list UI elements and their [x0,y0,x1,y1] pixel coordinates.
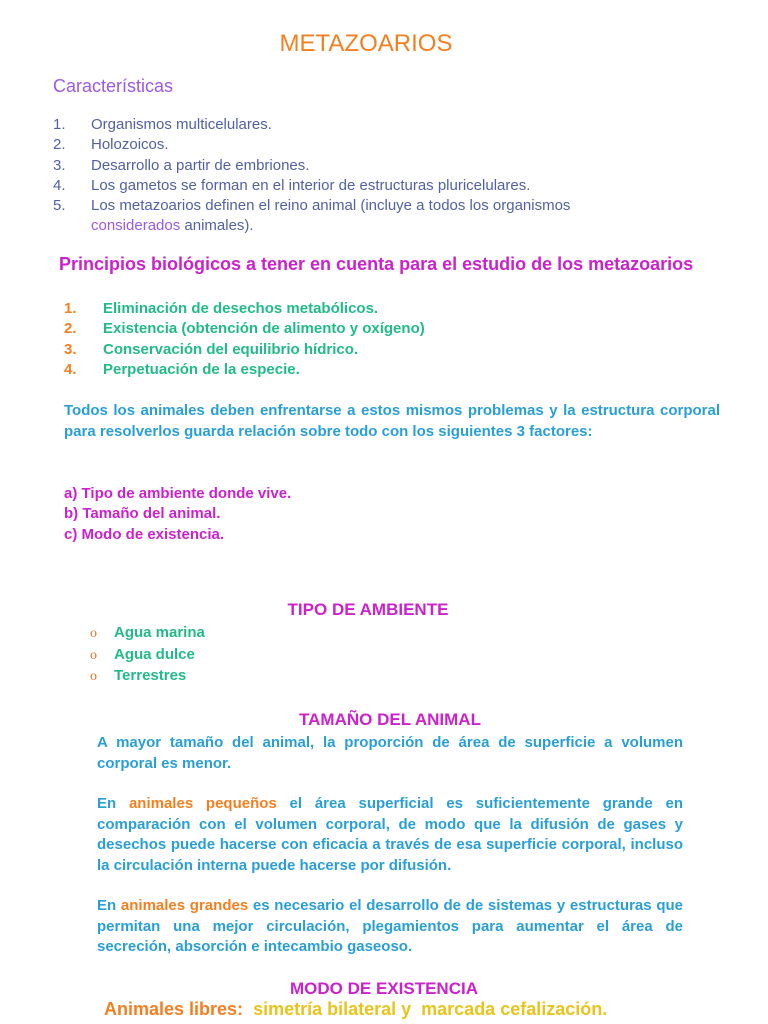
list-text: Los metazoarios definen el reino animal (incluye a todos los organismos [91,197,571,215]
list-item [53,176,713,196]
factores-list [64,484,291,545]
list-item: a) Tipo de ambiente donde vive. [64,485,292,502]
highlight-phrase: animales pequeños [128,795,277,812]
list-item: b) Tamaño del animal. [64,505,221,523]
list-number: 1. [64,300,77,317]
list-item-continuation [53,216,713,236]
list-item [90,666,205,688]
animales-libres-label: Animales libres: [104,999,244,1019]
tamano-heading: TAMAÑO DEL ANIMAL [299,710,481,729]
principios-heading: Principios biológicos a tener en cuenta para el estudio de los metazoarios [59,254,694,274]
animales-libres-text: simetría bilateral y marcada cefalización. [243,999,608,1019]
list-item [53,115,713,135]
list-item: c) Modo de existencia. [64,525,225,543]
paragraph-rest: es necesario el desarrollo de de sistemas y estructuras que permitan una mejor circulación, plegamientos para aumentar el área de secreción, absorción e intecambio gaseoso. [97,897,683,955]
list-item [53,156,713,176]
list-number: 1. [53,116,66,133]
bullet-icon: o [90,669,97,684]
tipo-ambiente-heading: TIPO DE AMBIENTE [287,600,449,619]
page-title: METAZOARIOS [279,30,453,57]
tipo-ambiente-list [90,623,205,688]
list-item [53,196,713,216]
list-item [90,623,205,645]
list-item [64,299,425,319]
list-text: Terrestres [114,667,187,684]
animales-libres-line [104,999,607,1020]
bullet-icon: o [90,647,97,663]
bullet-icon: o [90,626,97,641]
list-item [64,340,425,360]
list-number: 3. [64,340,77,358]
list-number: 3. [53,156,66,174]
list-number: 2. [64,320,77,338]
list-item [90,645,205,667]
list-number: 4. [53,176,66,194]
list-item [64,319,425,339]
principios-list [64,299,425,380]
modo-heading: MODO DE EXISTENCIA [290,979,478,998]
list-text: Existencia (obtención de alimento y oxígeno) [103,320,425,338]
list-number: 4. [64,360,77,378]
paragraph-lead: En [97,897,121,914]
list-text: Perpetuación de la especie. [103,360,300,378]
paragraph-rest: el área superficial es suficientemente grande en comparación con el volumen corporal, de modo que la difusión de gases y desechos puede hacerse con eficacia a través de esa superficie corporal, incluso la circulación interna puede hacerse por difusión. [97,795,683,874]
list-text: Los gametos se forman en el interior de estructuras pluricelulares. [91,176,531,194]
intro-paragraph: Todos los animales deben enfrentarse a estos mismos problemas y la estructura corporal para resolverlos guarda relación sobre todo con los siguientes 3 factores: [64,402,720,440]
caracteristicas-heading: Características [53,76,174,96]
list-text: Agua dulce [114,645,195,663]
tamano-paragraph-1: A mayor tamaño del animal, la proporción de área de superficie a volumen corporal es menor. [97,734,683,772]
list-text: Desarrollo a partir de embriones. [91,156,310,174]
list-item [53,135,713,155]
tamano-paragraph-3 [97,896,683,958]
list-text: Agua marina [114,624,205,641]
list-text: Holozoicos. [91,136,169,154]
list-number: 2. [53,136,66,154]
list-text-rest: animales). [180,217,254,235]
list-text: Organismos multicelulares. [91,116,272,133]
list-item [64,360,425,380]
list-text: Conservación del equilibrio hídrico. [103,340,359,358]
highlight-phrase: animales grandes [120,897,249,914]
list-text: Eliminación de desechos metabólicos. [103,300,379,317]
highlight-word: considerados [91,217,181,235]
caracteristicas-list [53,115,713,237]
tamano-paragraph-2 [97,794,683,876]
paragraph-lead: En [97,795,129,812]
list-number: 5. [53,197,66,215]
